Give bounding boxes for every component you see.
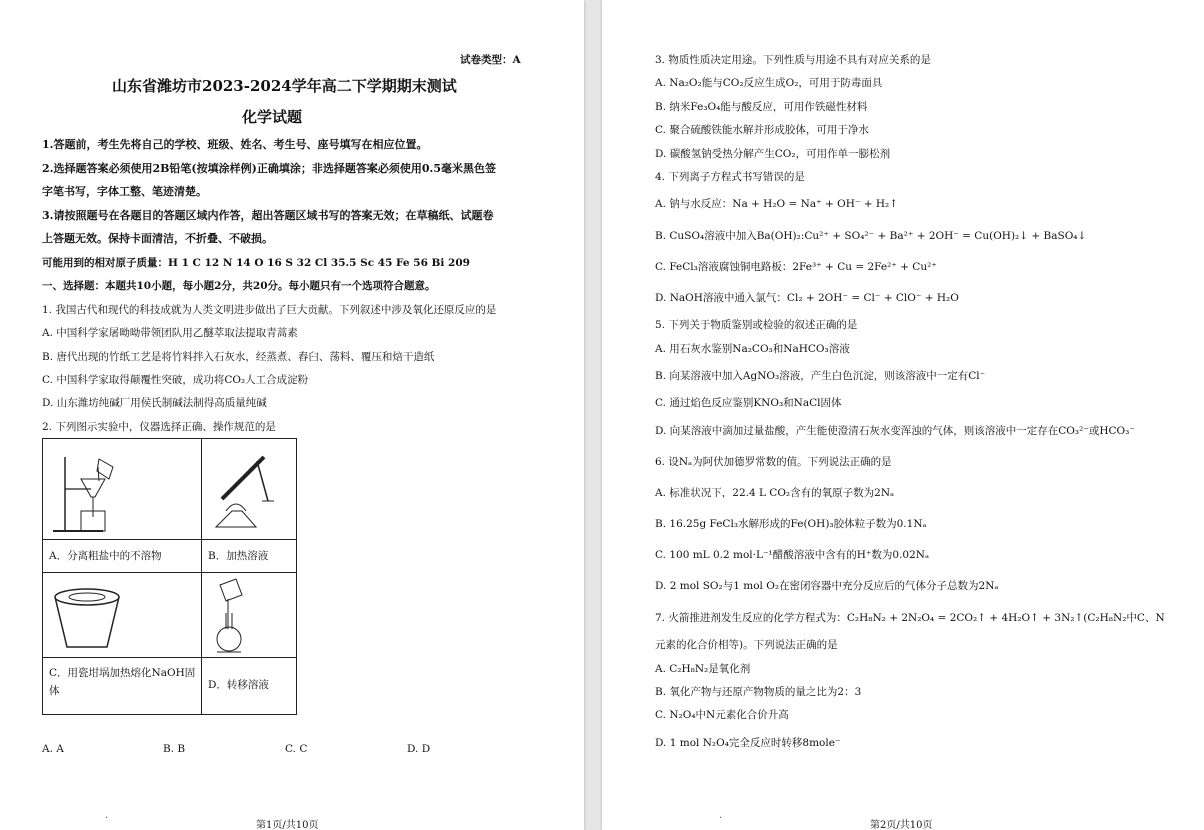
question-stem: 5. 下列关于物质鉴别或检验的叙述正确的是: [655, 319, 858, 331]
question-option: C. 通过焰色反应鉴别KNO₃和NaCl固体: [655, 397, 842, 409]
question-option: A. 钠与水反应：Na + H₂O = Na⁺ + OH⁻ + H₂↑: [655, 198, 899, 210]
experiment-caption-cell: [202, 540, 297, 573]
question-option: D. 1 mol N₂O₄完全反应时转移8mole⁻: [655, 737, 841, 749]
question-stem: 3. 物质性质决定用途。下列性质与用途不具有对应关系的是: [655, 54, 931, 66]
section-heading: 一、选择题：本题共10小题，每小题2分，共20分。每小题只有一个选项符合题意。: [42, 280, 436, 292]
exam-title: 山东省潍坊市2023-2024学年高二下学期期末测试: [112, 77, 457, 95]
question-option: D. 2 mol SO₂与1 mol O₂在密闭容器中充分反应后的气体分子总数为2Nₐ: [655, 580, 999, 592]
experiment-caption-c: C．用瓷坩埚加热熔化NaOH固体: [49, 667, 196, 697]
question-stem: 7. 火箭推进剂发生反应的化学方程式为：C₂H₈N₂ + 2N₂O₄ = 2CO₂↑ + 4H₂O↑ + 3N₂↑(C₂H₈N₂中C、N: [655, 612, 1165, 624]
question-option: B. 唐代出现的竹纸工艺是将竹料拌入石灰水，经蒸煮、舂臼、荡料、覆压和焙干造纸: [42, 351, 435, 363]
footer-mark: ·: [719, 813, 723, 824]
question-option: A. 中国科学家屠呦呦带领团队用乙醚萃取法提取青蒿素: [42, 327, 298, 339]
question-option: C. FeCl₃溶液腐蚀铜电路板：2Fe³⁺ + Cu = 2Fe²⁺ + Cu²⁺: [655, 261, 937, 273]
question-option: C. 中国科学家取得颠覆性突破，成功将CO₂人工合成淀粉: [42, 374, 309, 386]
footer-mark: ·: [105, 813, 109, 824]
question-option: A. C₂H₈N₂是氧化剂: [655, 663, 751, 675]
question-option: A. Na₂O₂能与CO₂反应生成O₂，可用于防毒面具: [655, 77, 883, 89]
question-option: D. 山东潍坊纯碱厂用侯氏制碱法制得高质量纯碱: [42, 397, 267, 409]
instruction-line: 1.答题前，考生先将自己的学校、班级、姓名、考生号、座号填写在相应位置。: [42, 138, 428, 151]
question-option: B. 16.25g FeCl₃水解形成的Fe(OH)₃胶体粒子数为0.1Nₐ: [655, 518, 927, 530]
question-option: C. N₂O₄中N元素化合价升高: [655, 709, 789, 721]
experiment-caption-a: A．分离粗盐中的不溶物: [49, 550, 162, 562]
question-option: C. 聚合硫酸铁能水解并形成胶体，可用于净水: [655, 124, 869, 136]
question-option: D. NaOH溶液中通入氯气：Cl₂ + 2OH⁻ = Cl⁻ + ClO⁻ + H₂O: [655, 292, 959, 304]
question-stem: 1. 我国古代和现代的科技成就为人类文明进步做出了巨大贡献。下列叙述中涉及氧化还原反应的是: [42, 304, 497, 316]
question-stem-continued: 元素的化合价相等)。下列说法正确的是: [655, 639, 838, 651]
experiment-table: [42, 438, 297, 715]
exam-page-1: [0, 0, 584, 830]
question-option: B. 纳米Fe₃O₄能与酸反应，可用作铁磁性材料: [655, 101, 868, 113]
question-option: D. 向某溶液中滴加过量盐酸，产生能使澄清石灰水变浑浊的气体，则该溶液中一定存在CO₃²⁻或HCO₃⁻: [655, 425, 1135, 437]
volumetric-flask-icon: [202, 573, 296, 657]
experiment-caption-cell: [43, 540, 202, 573]
question-stem: 6. 设Nₐ为阿伏加德罗常数的值。下列说法正确的是: [655, 456, 892, 468]
instruction-line: 字笔书写，字体工整、笔迹清楚。: [42, 185, 207, 198]
answer-option-a: A. A: [42, 743, 64, 755]
page-footer: 第2页/共10页: [870, 820, 933, 830]
question-stem: 2. 下列图示实验中，仪器选择正确、操作规范的是: [42, 421, 276, 433]
question-option: B. 氧化产物与还原产物物质的量之比为2：3: [655, 686, 862, 698]
question-option: B. 向某溶液中加入AgNO₃溶液，产生白色沉淀，则该溶液中一定有Cl⁻: [655, 370, 986, 382]
heating-apparatus-icon: [202, 439, 296, 539]
filtration-apparatus-icon: [43, 439, 201, 539]
experiment-caption-d: D．转移溶液: [208, 679, 269, 691]
crucible-icon: [43, 573, 201, 657]
exam-page-2: [602, 0, 1204, 830]
instruction-line: 2.选择题答案必须使用2B铅笔(按填涂样例)正确填涂；非选择题答案必须使用0.5毫米黑色签: [42, 162, 496, 175]
question-option: B. CuSO₄溶液中加入Ba(OH)₂:Cu²⁺ + SO₄²⁻ + Ba²⁺ + 2OH⁻ = Cu(OH)₂↓ + BaSO₄↓: [655, 230, 1087, 242]
experiment-caption-cell: [43, 658, 202, 715]
exam-type: 试卷类型：A: [460, 54, 521, 66]
answer-option-c: C. C: [285, 743, 308, 755]
question-stem: 4. 下列离子方程式书写错误的是: [655, 171, 805, 183]
question-option: A. 标准状况下，22.4 L CO₂含有的氧原子数为2Nₐ: [655, 487, 895, 499]
instruction-line: 上答题无效。保持卡面清洁，不折叠、不破损。: [42, 232, 273, 245]
question-option: A. 用石灰水鉴别Na₂CO₃和NaHCO₃溶液: [655, 343, 850, 355]
page-footer: 第1页/共10页: [256, 820, 319, 830]
experiment-figure-d: [202, 573, 297, 658]
question-option: D. 碳酸氢钠受热分解产生CO₂，可用作单一膨松剂: [655, 148, 891, 160]
answer-option-b: B. B: [163, 743, 186, 755]
experiment-caption-b: B．加热溶液: [208, 550, 269, 562]
experiment-figure-c: [43, 573, 202, 658]
experiment-figure-b: [202, 439, 297, 540]
question-option: C. 100 mL 0.2 mol·L⁻¹醋酸溶液中含有的H⁺数为0.02Nₐ: [655, 549, 930, 561]
subject-title: 化学试题: [242, 108, 303, 126]
experiment-caption-cell: [202, 658, 297, 715]
experiment-figure-a: [43, 439, 202, 540]
atomic-masses: 可能用到的相对原子质量：H 1 C 12 N 14 O 16 S 32 Cl 35.5 Sc 45 Fe 56 Bi 209: [42, 257, 470, 269]
answer-option-d: D. D: [407, 743, 431, 755]
instruction-line: 3.请按照题号在各题目的答题区域内作答，超出答题区域书写的答案无效；在草稿纸、试题卷: [42, 209, 494, 222]
